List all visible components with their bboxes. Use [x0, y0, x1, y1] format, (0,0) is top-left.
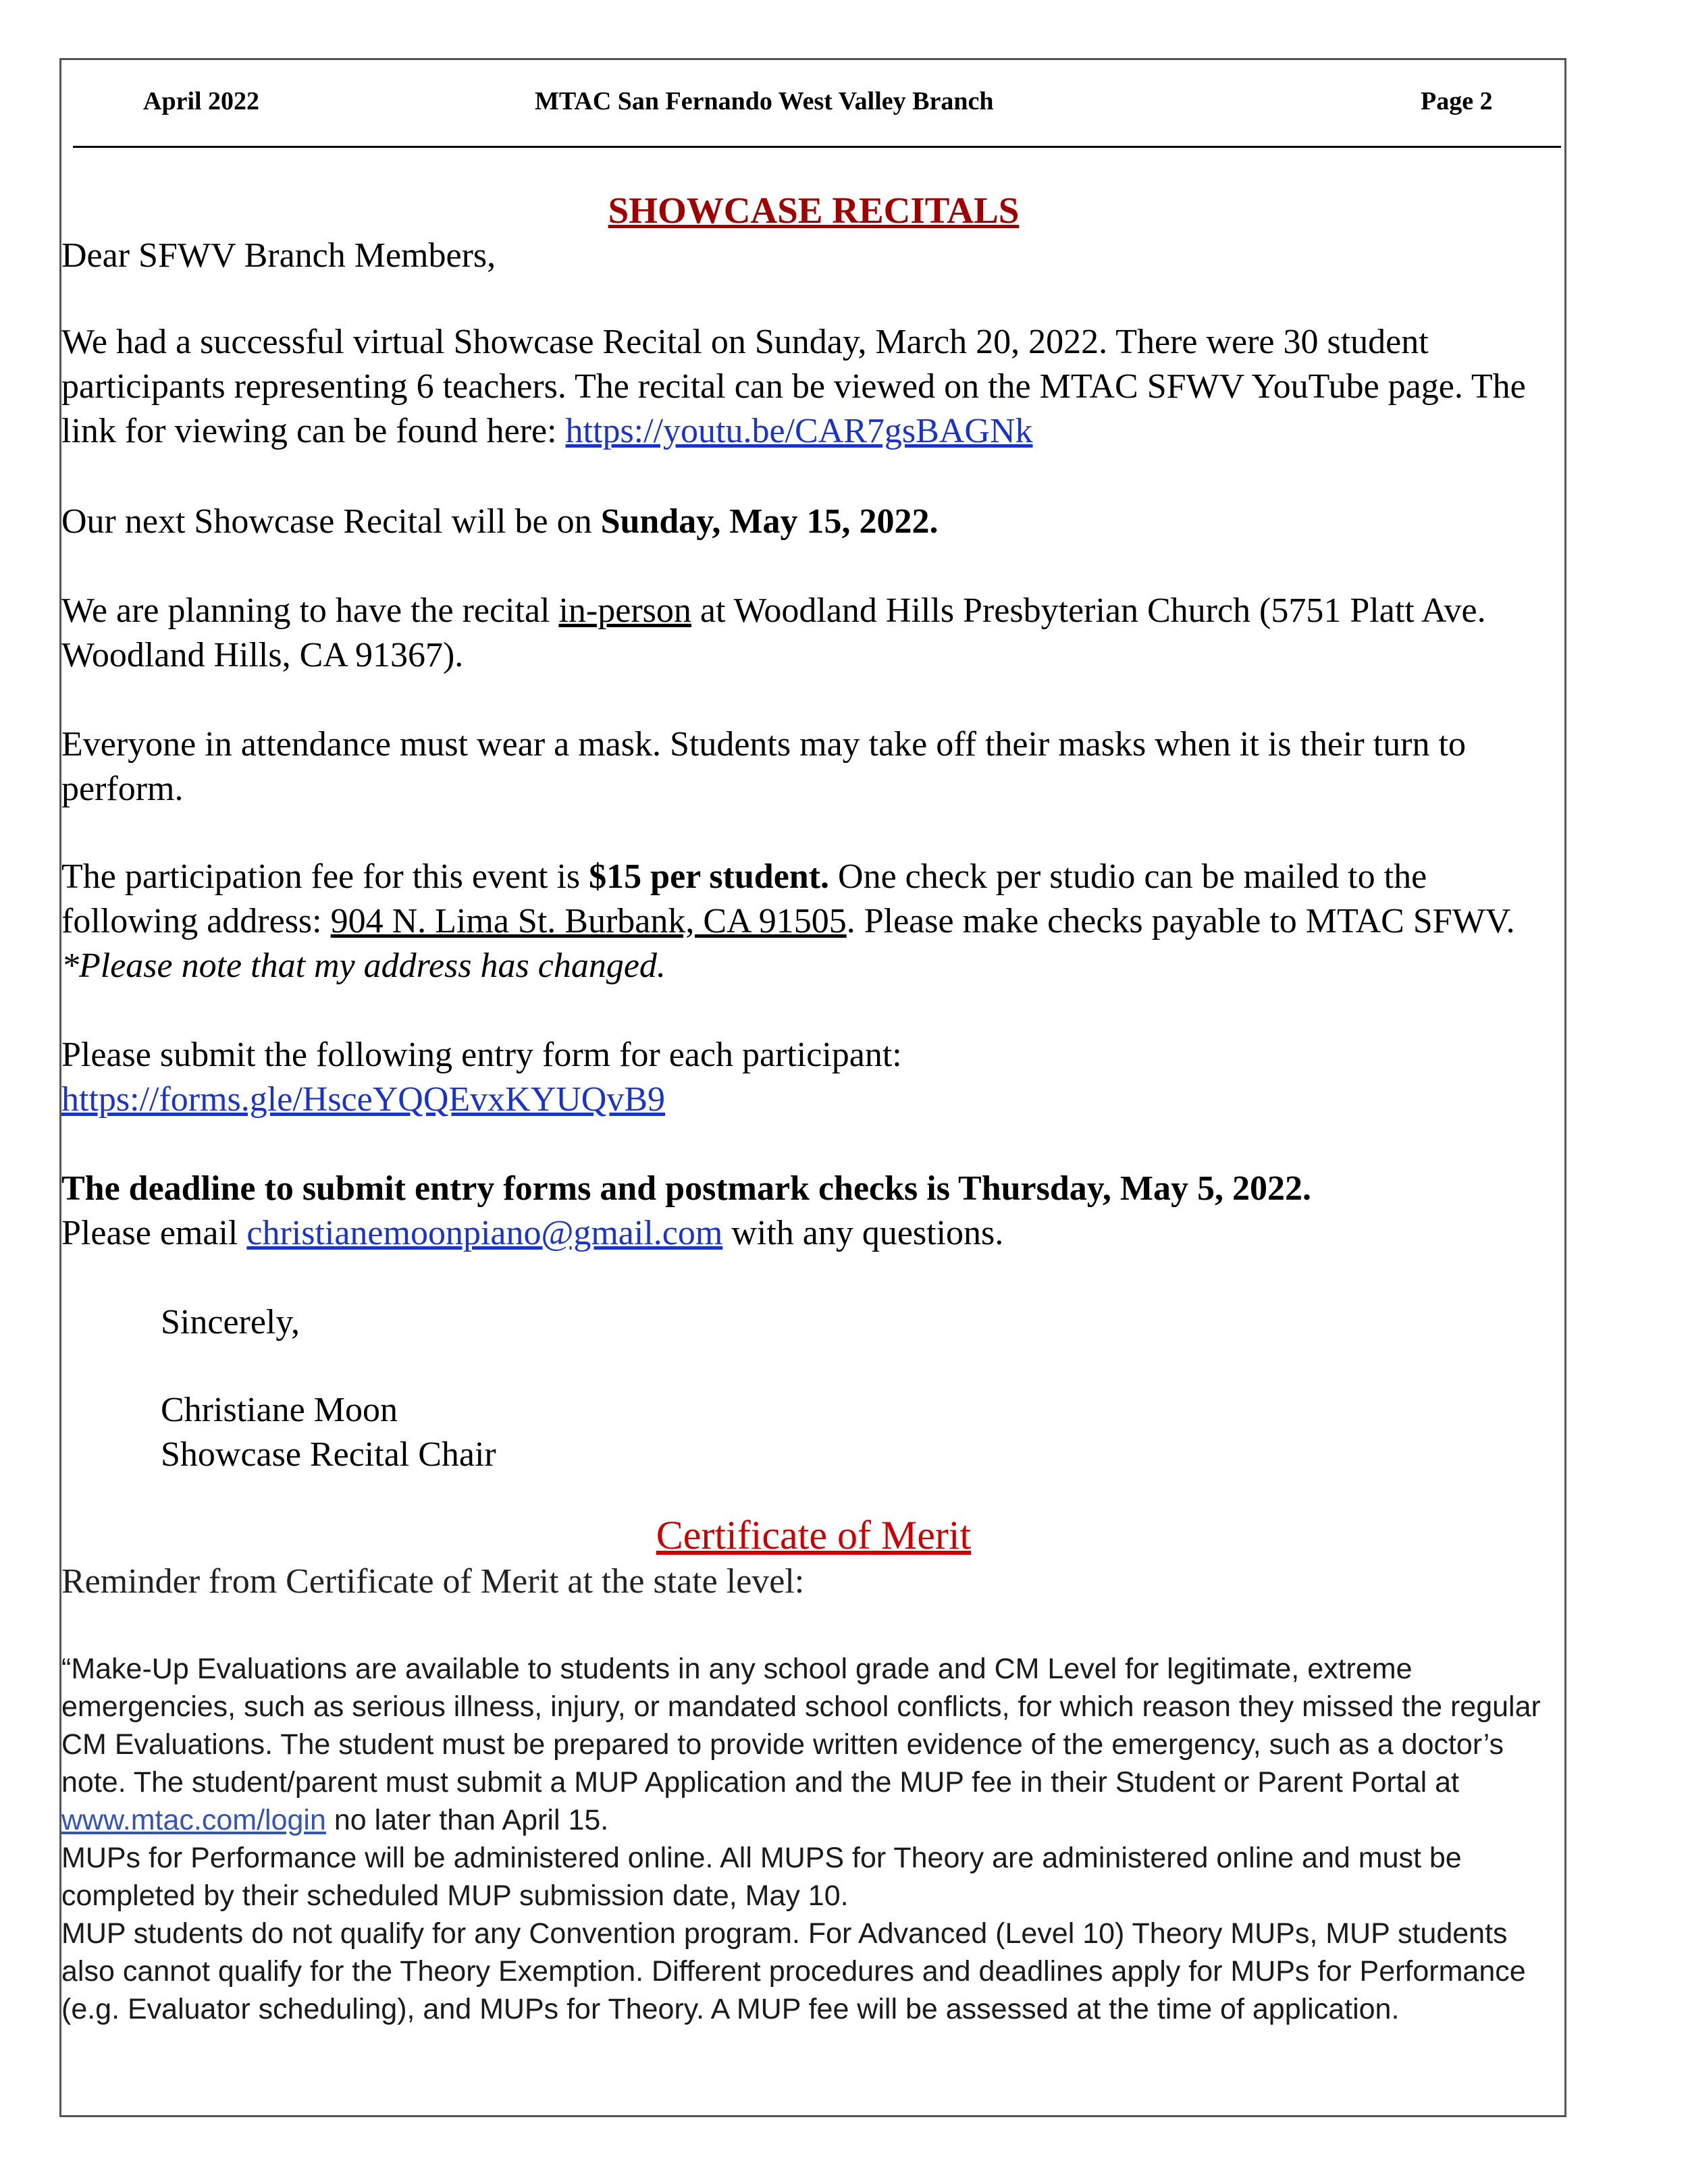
- paragraph-location: [61, 589, 1566, 678]
- mtac-login-link[interactable]: www.mtac.com/login: [61, 1804, 326, 1836]
- merit-quote: [61, 1650, 1554, 2028]
- greeting: Dear SFWV Branch Members,: [61, 236, 496, 275]
- paragraph-deadline: [61, 1167, 1566, 1256]
- merit-quote-paragraph: MUPs for Performance will be administered online. All MUPS for Theory are administered online and must be completed by their scheduled MUP submission date, May 10.: [61, 1842, 1462, 1912]
- signer-name: Christiane Moon: [161, 1391, 398, 1429]
- merit-quote-paragraph: [61, 1650, 1554, 1839]
- deadline-text: The deadline to submit entry forms and postmark checks is Thursday, May 5, 2022.: [61, 1169, 1311, 1208]
- address-change-note: *Please note that my address has changed.: [61, 947, 666, 985]
- header-rule: [73, 146, 1561, 148]
- paragraph-text: with any questions.: [722, 1214, 1004, 1252]
- merit-quote-paragraph: MUP students do not qualify for any Convention program. For Advanced (Level 10) Theory MUPs, MUP students also cannot qualify for the Theory Exemption. Different procedures and deadlines apply for MUPs for Performance (e.g. Evaluator scheduling), and MUPs for Theory. A MUP fee will be assessed at the time of application.: [61, 1917, 1526, 2025]
- paragraph-virtual-recital: [61, 320, 1566, 454]
- fee-amount: $15 per student.: [589, 857, 830, 896]
- next-recital-date: Sunday, May 15, 2022.: [600, 502, 939, 541]
- in-person-text: in-person: [558, 591, 691, 630]
- merit-intro: Reminder from Certificate of Merit at the state level:: [61, 1562, 805, 1601]
- paragraph-masks: Everyone in attendance must wear a mask. Students may take off their masks when it is their turn to perform.: [61, 725, 1466, 808]
- header-date: April 2022: [143, 87, 260, 115]
- paragraph-text: We are planning to have the recital: [61, 591, 559, 630]
- paragraph-entry-form: [61, 1033, 1566, 1122]
- signer-title: Showcase Recital Chair: [161, 1435, 496, 1474]
- quote-text: “Make-Up Evaluations are available to students in any school grade and CM Level for legitimate, extreme emergencies, such as serious illness, injury, or mandated school conflicts, for which reason they missed the regular CM Evaluations. The student must be prepared to provide written evidence of the emergency, such as a doctor’s note. The student/parent must submit a MUP Application and the MUP fee in their Student or Parent Portal at: [61, 1653, 1541, 1799]
- paragraph-text: at Woodland Hills Presbyterian Church (5751 Platt Ave. Woodland Hills, CA 91367).: [61, 591, 1486, 674]
- paragraph-text: The participation fee for this event is: [61, 857, 589, 896]
- paragraph-text: Our next Showcase Recital will be on: [61, 502, 601, 541]
- email-link[interactable]: christianemoonpiano@gmail.com: [246, 1214, 723, 1252]
- showcase-title: SHOWCASE RECITALS: [608, 190, 1020, 231]
- paragraph-fee: [61, 855, 1566, 988]
- youtube-link[interactable]: https://youtu.be/CAR7gsBAGNk: [565, 412, 1033, 450]
- header-org: MTAC San Fernando West Valley Branch: [535, 87, 994, 115]
- paragraph-text: Please submit the following entry form for each participant:: [61, 1036, 902, 1074]
- quote-text: no later than April 15.: [325, 1804, 609, 1836]
- closing: Sincerely,: [161, 1303, 300, 1341]
- header-page-number: Page 2: [1421, 87, 1493, 115]
- paragraph-text: We had a successful virtual Showcase Recital on Sunday, March 20, 2022. There were 30 student participants representing 6 teachers. The recital can be viewed on the MTAC SFWV YouTube page. The link for viewing can be found here:: [61, 323, 1526, 450]
- paragraph-text: . Please make checks payable to MTAC SFWV.: [846, 902, 1515, 940]
- certificate-of-merit-title: Certificate of Merit: [656, 1513, 972, 1557]
- paragraph-text: One check per studio can be mailed to the following address:: [61, 857, 1427, 940]
- paragraph-next-recital: [61, 500, 1566, 544]
- entry-form-link[interactable]: https://forms.gle/HsceYQQEvxKYUQvB9: [61, 1080, 666, 1119]
- mailing-address: 904 N. Lima St. Burbank, CA 91505: [330, 902, 847, 940]
- paragraph-text: Please email: [61, 1214, 247, 1252]
- signature: [161, 1388, 1665, 1477]
